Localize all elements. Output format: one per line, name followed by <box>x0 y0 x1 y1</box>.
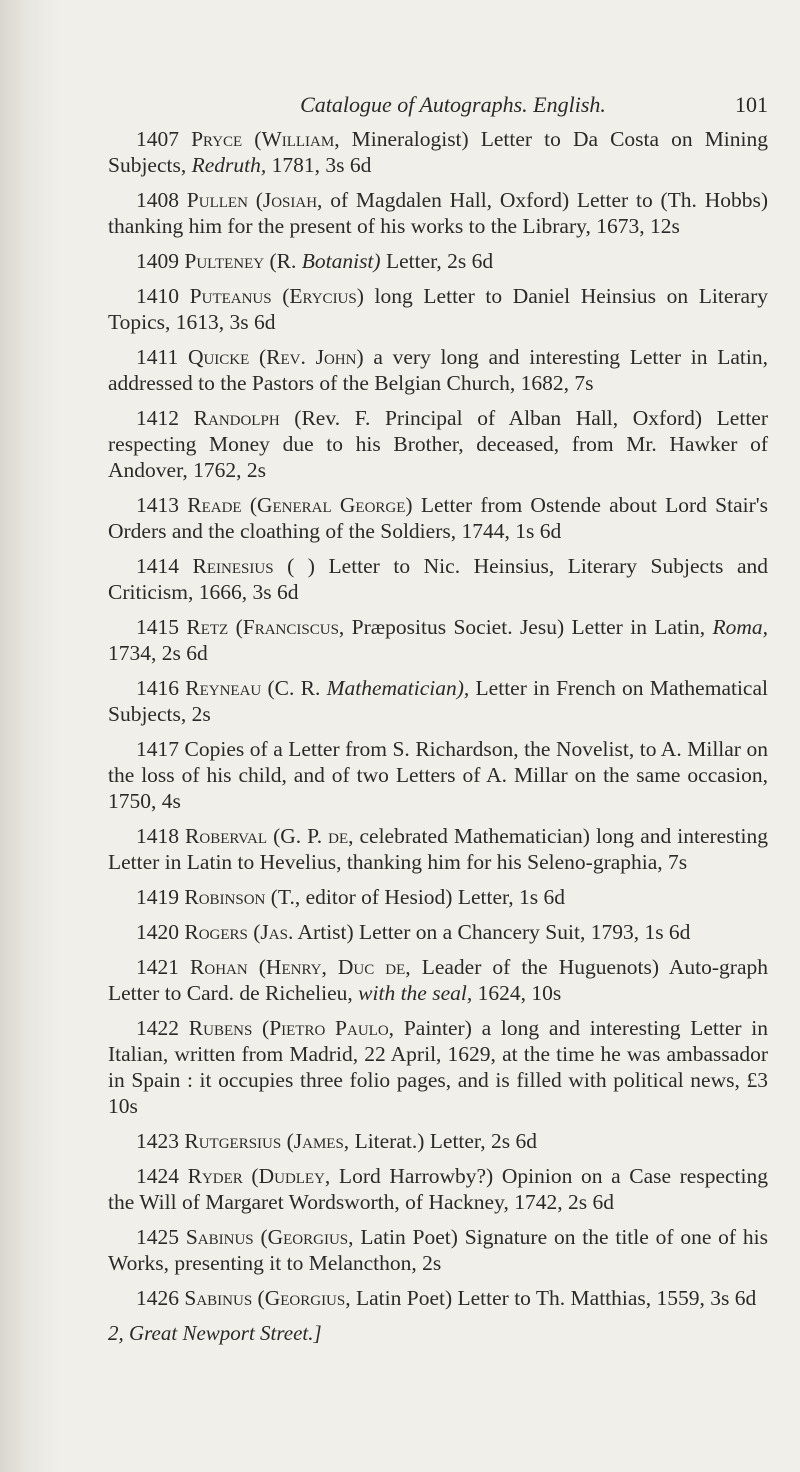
catalogue-entry <box>108 553 768 605</box>
catalogue-entry <box>108 1285 768 1311</box>
entry-name: Reinesius <box>192 554 274 578</box>
entry-text: Letter from Ostende about Lord Stair's Orders and the cloathing of the Soldiers, 1744, 1s 6d <box>108 493 769 543</box>
entry-name: Rubens (Pietro Paulo, <box>188 1016 395 1040</box>
entry-text: celebrated Mathematician) long and interesting Letter in Latin to Hevelius, thanking him for his Seleno-graphia, 7s <box>108 824 769 874</box>
catalogue-entry <box>108 126 768 178</box>
entry-name: Robinson <box>184 885 266 909</box>
entry-name: Quicke (Rev. John) <box>187 345 364 369</box>
entry-name: Reyneau <box>185 676 262 700</box>
entry-name: Retz (Franciscus, <box>186 615 345 639</box>
entry-number: 1416 <box>136 676 179 700</box>
entry-number: 1415 <box>136 615 179 639</box>
catalogue-entry <box>108 884 768 910</box>
entry-text-end: 1781, 3s 6d <box>266 153 372 177</box>
page-edge-shadow <box>0 0 60 1472</box>
catalogue-entry <box>108 1224 768 1276</box>
entry-name: Sabinus (Georgius, <box>185 1225 354 1249</box>
entry-number: 1411 <box>136 345 179 369</box>
entry-italic-text: Botanist) <box>301 249 381 273</box>
entry-list <box>108 126 768 1311</box>
catalogue-entry <box>108 614 768 666</box>
catalogue-entry <box>108 954 768 1006</box>
entry-number: 1423 <box>136 1129 179 1153</box>
entry-text: (C. R. <box>261 676 327 700</box>
entry-number: 1418 <box>136 824 179 848</box>
entry-number: 1409 <box>136 249 179 273</box>
entry-text: Artist) Letter on a Chancery Suit, 1793, 1s 6d <box>293 920 691 944</box>
entry-number: 1412 <box>136 406 179 430</box>
entry-number: 1413 <box>136 493 179 517</box>
entry-text: Mineralogist) Letter to Da Costa on Mining Subjects, <box>108 127 769 177</box>
entry-number: 1408 <box>136 188 179 212</box>
catalogue-entry <box>108 736 768 814</box>
catalogue-entry <box>108 1163 768 1215</box>
entry-number: 1414 <box>136 554 179 578</box>
entry-name: Roberval (G. P. de, <box>185 824 354 848</box>
entry-italic-text: Roma, <box>712 615 769 639</box>
entry-text: ( ) Letter to Nic. Heinsius, Literary Subjects and Criticism, 1666, 3s 6d <box>108 554 769 604</box>
entry-text: Lord Harrowby?) Opinion on a Case respecting the Will of Margaret Wordsworth, of Hackney, 1742, 2s 6d <box>108 1164 768 1214</box>
entry-number: 1425 <box>136 1225 179 1249</box>
catalogue-entry <box>108 248 768 274</box>
entry-number: 1410 <box>136 284 179 308</box>
entry-number: 1421 <box>136 955 179 979</box>
entry-text: Latin Poet) Signature on the title of one of his Works, presenting it to Melancthon, 2s <box>108 1225 769 1275</box>
entry-text: Painter) a long and interesting Letter in Italian, written from Madrid, 22 April, 1629, at the time he was ambassador in Spain : it occupies three folio pages, and is filled with political news, £3 10s <box>108 1016 769 1118</box>
entry-name: Rutgersius (James, <box>184 1129 350 1153</box>
entry-name: Randolph <box>193 406 280 430</box>
entry-text: Literat.) Letter, 2s 6d <box>349 1129 537 1153</box>
catalogue-entry <box>108 1128 768 1154</box>
entry-text: (Rev. F. Principal of Alban Hall, Oxford) Letter respecting Money due to his Brother, deceased, from Mr. Hawker of Andover, 1762, 2s <box>108 406 768 482</box>
catalogue-entry <box>108 405 768 483</box>
running-header <box>108 92 768 118</box>
catalogue-entry <box>108 919 768 945</box>
entry-number: 1422 <box>136 1016 179 1040</box>
page-title: Catalogue of Autographs. English. <box>300 92 606 117</box>
entry-name: Rohan (Henry, Duc de, <box>190 955 411 979</box>
page-number: 101 <box>735 92 768 117</box>
entry-name: Ryder (Dudley, <box>187 1164 331 1188</box>
catalogue-entry <box>108 283 768 335</box>
entry-number: 1407 <box>136 127 179 151</box>
entry-text-end: 1734, 2s 6d <box>108 641 208 665</box>
entry-text: Latin Poet) Letter to Th. Matthias, 1559, 3s 6d <box>350 1286 757 1310</box>
entry-name: Sabinus (Georgius, <box>184 1286 351 1310</box>
entry-name: Reade (General George) <box>187 493 413 517</box>
entry-text: (T., editor of Hesiod) Letter, 1s 6d <box>265 885 566 909</box>
publisher-address: 2, Great Newport Street.] <box>108 1321 322 1345</box>
entry-text: of Magdalen Hall, Oxford) Letter to (Th. Hobbs) thanking him for the present of his works to the Library, 1673, 12s <box>108 188 769 238</box>
entry-italic-text: Redruth, <box>191 153 267 177</box>
entry-text-end: Letter in French on Mathematical Subjects, 2s <box>108 676 768 726</box>
catalogue-entry <box>108 823 768 875</box>
entry-text-end: 1624, 10s <box>472 981 562 1005</box>
entry-italic-text: with the seal, <box>358 981 473 1005</box>
entry-text: long Letter to Daniel Heinsius on Literary Topics, 1613, 3s 6d <box>108 284 769 334</box>
entry-name: Pullen (Josiah, <box>186 188 323 212</box>
entry-text: (R. <box>264 249 302 273</box>
entry-italic-text: Mathematician), <box>326 676 470 700</box>
entry-name: Rogers (Jas. <box>184 920 294 944</box>
entry-name: Puteanus (Erycius) <box>189 284 364 308</box>
entry-text: Leader of the Huguenots) Auto-graph Letter to Card. de Richelieu, <box>108 955 768 1005</box>
entry-number: 1424 <box>136 1164 179 1188</box>
entry-number: 1419 <box>136 885 179 909</box>
entry-name: Pulteney <box>184 249 265 273</box>
entry-text: Præpositus Societ. Jesu) Letter in Latin, <box>344 615 713 639</box>
catalogue-entry <box>108 492 768 544</box>
entry-text: a very long and interesting Letter in Latin, addressed to the Pastors of the Belgian Church, 1682, 7s <box>108 345 768 395</box>
entry-text: Copies of a Letter from S. Richardson, the Novelist, to A. Millar on the loss of his child, and of two Letters of A. Millar on the same occasion, 1750, 4s <box>108 737 768 813</box>
catalogue-entry <box>108 187 768 239</box>
catalogue-entry <box>108 675 768 727</box>
catalogue-entry <box>108 1015 768 1119</box>
entry-number: 1417 <box>136 737 179 761</box>
catalogue-page <box>108 92 768 1346</box>
catalogue-entry <box>108 344 768 396</box>
entry-number: 1420 <box>136 920 179 944</box>
entry-text-end: Letter, 2s 6d <box>380 249 494 273</box>
entry-name: Pryce (William, <box>191 127 340 151</box>
entry-number: 1426 <box>136 1286 179 1310</box>
